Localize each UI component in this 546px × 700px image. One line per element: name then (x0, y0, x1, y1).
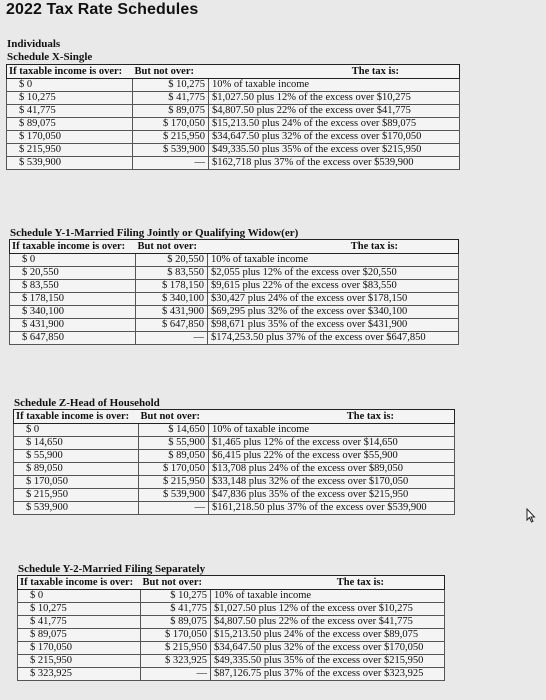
tax-formula: $15,213.50 plus 24% of the excess over $89,075 (209, 118, 460, 131)
individuals-label: Individuals (7, 38, 61, 50)
tax-formula: $87,126.75 plus 37% of the excess over $323,925 (211, 668, 445, 681)
bracket-lower: $ 0 (10, 254, 136, 267)
tax-formula: $34,647.50 plus 32% of the excess over $170,050 (209, 131, 460, 144)
bracket-upper: $ 83,550 (136, 267, 208, 280)
tax-formula: $47,836 plus 35% of the excess over $215,950 (209, 489, 455, 502)
header-over: If taxable income is over: (10, 240, 136, 254)
tax-formula: $162,718 plus 37% of the excess over $539,900 (209, 157, 460, 170)
bracket-upper: $ 14,650 (139, 424, 209, 437)
table-row (7, 79, 460, 92)
bracket-lower: $ 14,650 (14, 437, 139, 450)
table-row (7, 92, 460, 105)
bracket-upper: $ 215,950 (133, 131, 209, 144)
table-row (14, 489, 455, 502)
tax-formula: $98,671 plus 35% of the excess over $431,900 (208, 319, 459, 332)
bracket-lower: $ 89,075 (18, 629, 141, 642)
bracket-upper: $ 340,100 (136, 293, 208, 306)
tax-formula: $1,027.50 plus 12% of the excess over $10,275 (209, 92, 460, 105)
bracket-lower: $ 340,100 (10, 306, 136, 319)
table-row (14, 476, 455, 489)
bracket-lower: $ 10,275 (18, 603, 141, 616)
schedule-y2-title: Schedule Y-2-Married Filing Separately (18, 563, 206, 575)
table-row (10, 280, 459, 293)
bracket-upper: $ 89,075 (141, 616, 211, 629)
table-row (10, 267, 459, 280)
bracket-lower: $ 83,550 (10, 280, 136, 293)
table-row (10, 319, 459, 332)
bracket-lower: $ 431,900 (10, 319, 136, 332)
bracket-lower: $ 215,950 (7, 144, 133, 157)
table-row (10, 332, 459, 345)
bracket-upper: — (141, 668, 211, 681)
bracket-lower: $ 0 (14, 424, 139, 437)
schedule-y1-title: Schedule Y-1-Married Filing Jointly or Qualifying Widow(er) (10, 227, 299, 239)
bracket-upper: $ 41,775 (141, 603, 211, 616)
bracket-lower: $ 89,075 (7, 118, 133, 131)
header-over: If taxable income is over: (18, 576, 141, 590)
bracket-lower: $ 89,050 (14, 463, 139, 476)
bracket-upper: $ 55,900 (139, 437, 209, 450)
header-row (7, 65, 460, 79)
bracket-lower: $ 170,050 (14, 476, 139, 489)
table-row (14, 437, 455, 450)
header-row (18, 576, 445, 590)
table-row (7, 157, 460, 170)
schedule-y2-table (17, 575, 445, 681)
tax-formula: 10% of taxable income (209, 424, 455, 437)
mouse-cursor-icon (524, 508, 538, 524)
bracket-upper: $ 323,925 (141, 655, 211, 668)
bracket-upper: $ 170,050 (139, 463, 209, 476)
tax-formula: $49,335.50 plus 35% of the excess over $215,950 (211, 655, 445, 668)
schedule-x-title: Schedule X-Single (7, 51, 93, 63)
tax-formula: $30,427 plus 24% of the excess over $178,150 (208, 293, 459, 306)
bracket-upper: $ 89,050 (139, 450, 209, 463)
tax-formula: $49,335.50 plus 35% of the excess over $215,950 (209, 144, 460, 157)
tax-formula: $13,708 plus 24% of the excess over $89,050 (209, 463, 455, 476)
bracket-lower: $ 10,275 (7, 92, 133, 105)
schedule-x-table (6, 64, 460, 170)
table-row (14, 450, 455, 463)
tax-formula: $161,218.50 plus 37% of the excess over $539,900 (209, 502, 455, 515)
bracket-lower: $ 215,950 (14, 489, 139, 502)
bracket-lower: $ 170,050 (7, 131, 133, 144)
header-tax: The tax is: (209, 410, 455, 424)
bracket-upper: — (136, 332, 208, 345)
table-row (18, 603, 445, 616)
tax-formula: 10% of taxable income (208, 254, 459, 267)
bracket-upper: $ 20,550 (136, 254, 208, 267)
header-not-over: But not over: (139, 410, 209, 424)
tax-formula: $4,807.50 plus 22% of the excess over $41,775 (209, 105, 460, 118)
tax-formula: $174,253.50 plus 37% of the excess over $647,850 (208, 332, 459, 345)
bracket-upper: $ 215,950 (141, 642, 211, 655)
table-row (14, 463, 455, 476)
header-tax: The tax is: (208, 240, 459, 254)
bracket-lower: $ 178,150 (10, 293, 136, 306)
schedule-z-title: Schedule Z-Head of Household (14, 397, 160, 409)
bracket-upper: $ 41,775 (133, 92, 209, 105)
header-not-over: But not over: (141, 576, 211, 590)
bracket-lower: $ 170,050 (18, 642, 141, 655)
tax-formula: $15,213.50 plus 24% of the excess over $89,075 (211, 629, 445, 642)
table-row (10, 293, 459, 306)
bracket-upper: $ 647,850 (136, 319, 208, 332)
header-row (14, 410, 455, 424)
tax-formula: $1,465 plus 12% of the excess over $14,650 (209, 437, 455, 450)
tax-formula: 10% of taxable income (209, 79, 460, 92)
table-row (18, 668, 445, 681)
table-row (14, 424, 455, 437)
schedule-y1-table (9, 239, 459, 345)
tax-formula: 10% of taxable income (211, 590, 445, 603)
table-row (10, 254, 459, 267)
bracket-lower: $ 647,850 (10, 332, 136, 345)
bracket-upper: $ 10,275 (141, 590, 211, 603)
bracket-lower: $ 55,900 (14, 450, 139, 463)
bracket-upper: — (133, 157, 209, 170)
bracket-lower: $ 20,550 (10, 267, 136, 280)
bracket-lower: $ 41,775 (18, 616, 141, 629)
table-row (18, 642, 445, 655)
bracket-upper: — (139, 502, 209, 515)
tax-formula: $4,807.50 plus 22% of the excess over $41,775 (211, 616, 445, 629)
bracket-upper: $ 10,275 (133, 79, 209, 92)
table-row (18, 590, 445, 603)
table-row (7, 118, 460, 131)
header-over: If taxable income is over: (7, 65, 133, 79)
bracket-upper: $ 89,075 (133, 105, 209, 118)
table-row (14, 502, 455, 515)
bracket-upper: $ 170,050 (133, 118, 209, 131)
table-row (7, 144, 460, 157)
bracket-lower: $ 323,925 (18, 668, 141, 681)
tax-formula: $33,148 plus 32% of the excess over $170,050 (209, 476, 455, 489)
bracket-lower: $ 215,950 (18, 655, 141, 668)
header-not-over: But not over: (133, 65, 209, 79)
tax-formula: $34,647.50 plus 32% of the excess over $170,050 (211, 642, 445, 655)
tax-formula: $69,295 plus 32% of the excess over $340,100 (208, 306, 459, 319)
table-row (18, 616, 445, 629)
header-tax: The tax is: (211, 576, 445, 590)
tax-formula: $6,415 plus 22% of the excess over $55,900 (209, 450, 455, 463)
table-row (18, 629, 445, 642)
bracket-upper: $ 178,150 (136, 280, 208, 293)
page-title: 2022 Tax Rate Schedules (6, 1, 199, 18)
bracket-upper: $ 170,050 (141, 629, 211, 642)
schedule-z-table (13, 409, 455, 515)
bracket-lower: $ 0 (7, 79, 133, 92)
bracket-lower: $ 0 (18, 590, 141, 603)
header-not-over: But not over: (136, 240, 208, 254)
tax-formula: $1,027.50 plus 12% of the excess over $10,275 (211, 603, 445, 616)
table-row (7, 131, 460, 144)
bracket-upper: $ 539,900 (133, 144, 209, 157)
header-row (10, 240, 459, 254)
bracket-upper: $ 215,950 (139, 476, 209, 489)
header-tax: The tax is: (209, 65, 460, 79)
bracket-upper: $ 539,900 (139, 489, 209, 502)
table-row (7, 105, 460, 118)
tax-formula: $9,615 plus 22% of the excess over $83,550 (208, 280, 459, 293)
table-row (18, 655, 445, 668)
table-row (10, 306, 459, 319)
bracket-upper: $ 431,900 (136, 306, 208, 319)
bracket-lower: $ 539,900 (7, 157, 133, 170)
tax-formula: $2,055 plus 12% of the excess over $20,550 (208, 267, 459, 280)
bracket-lower: $ 41,775 (7, 105, 133, 118)
header-over: If taxable income is over: (14, 410, 139, 424)
bracket-lower: $ 539,900 (14, 502, 139, 515)
